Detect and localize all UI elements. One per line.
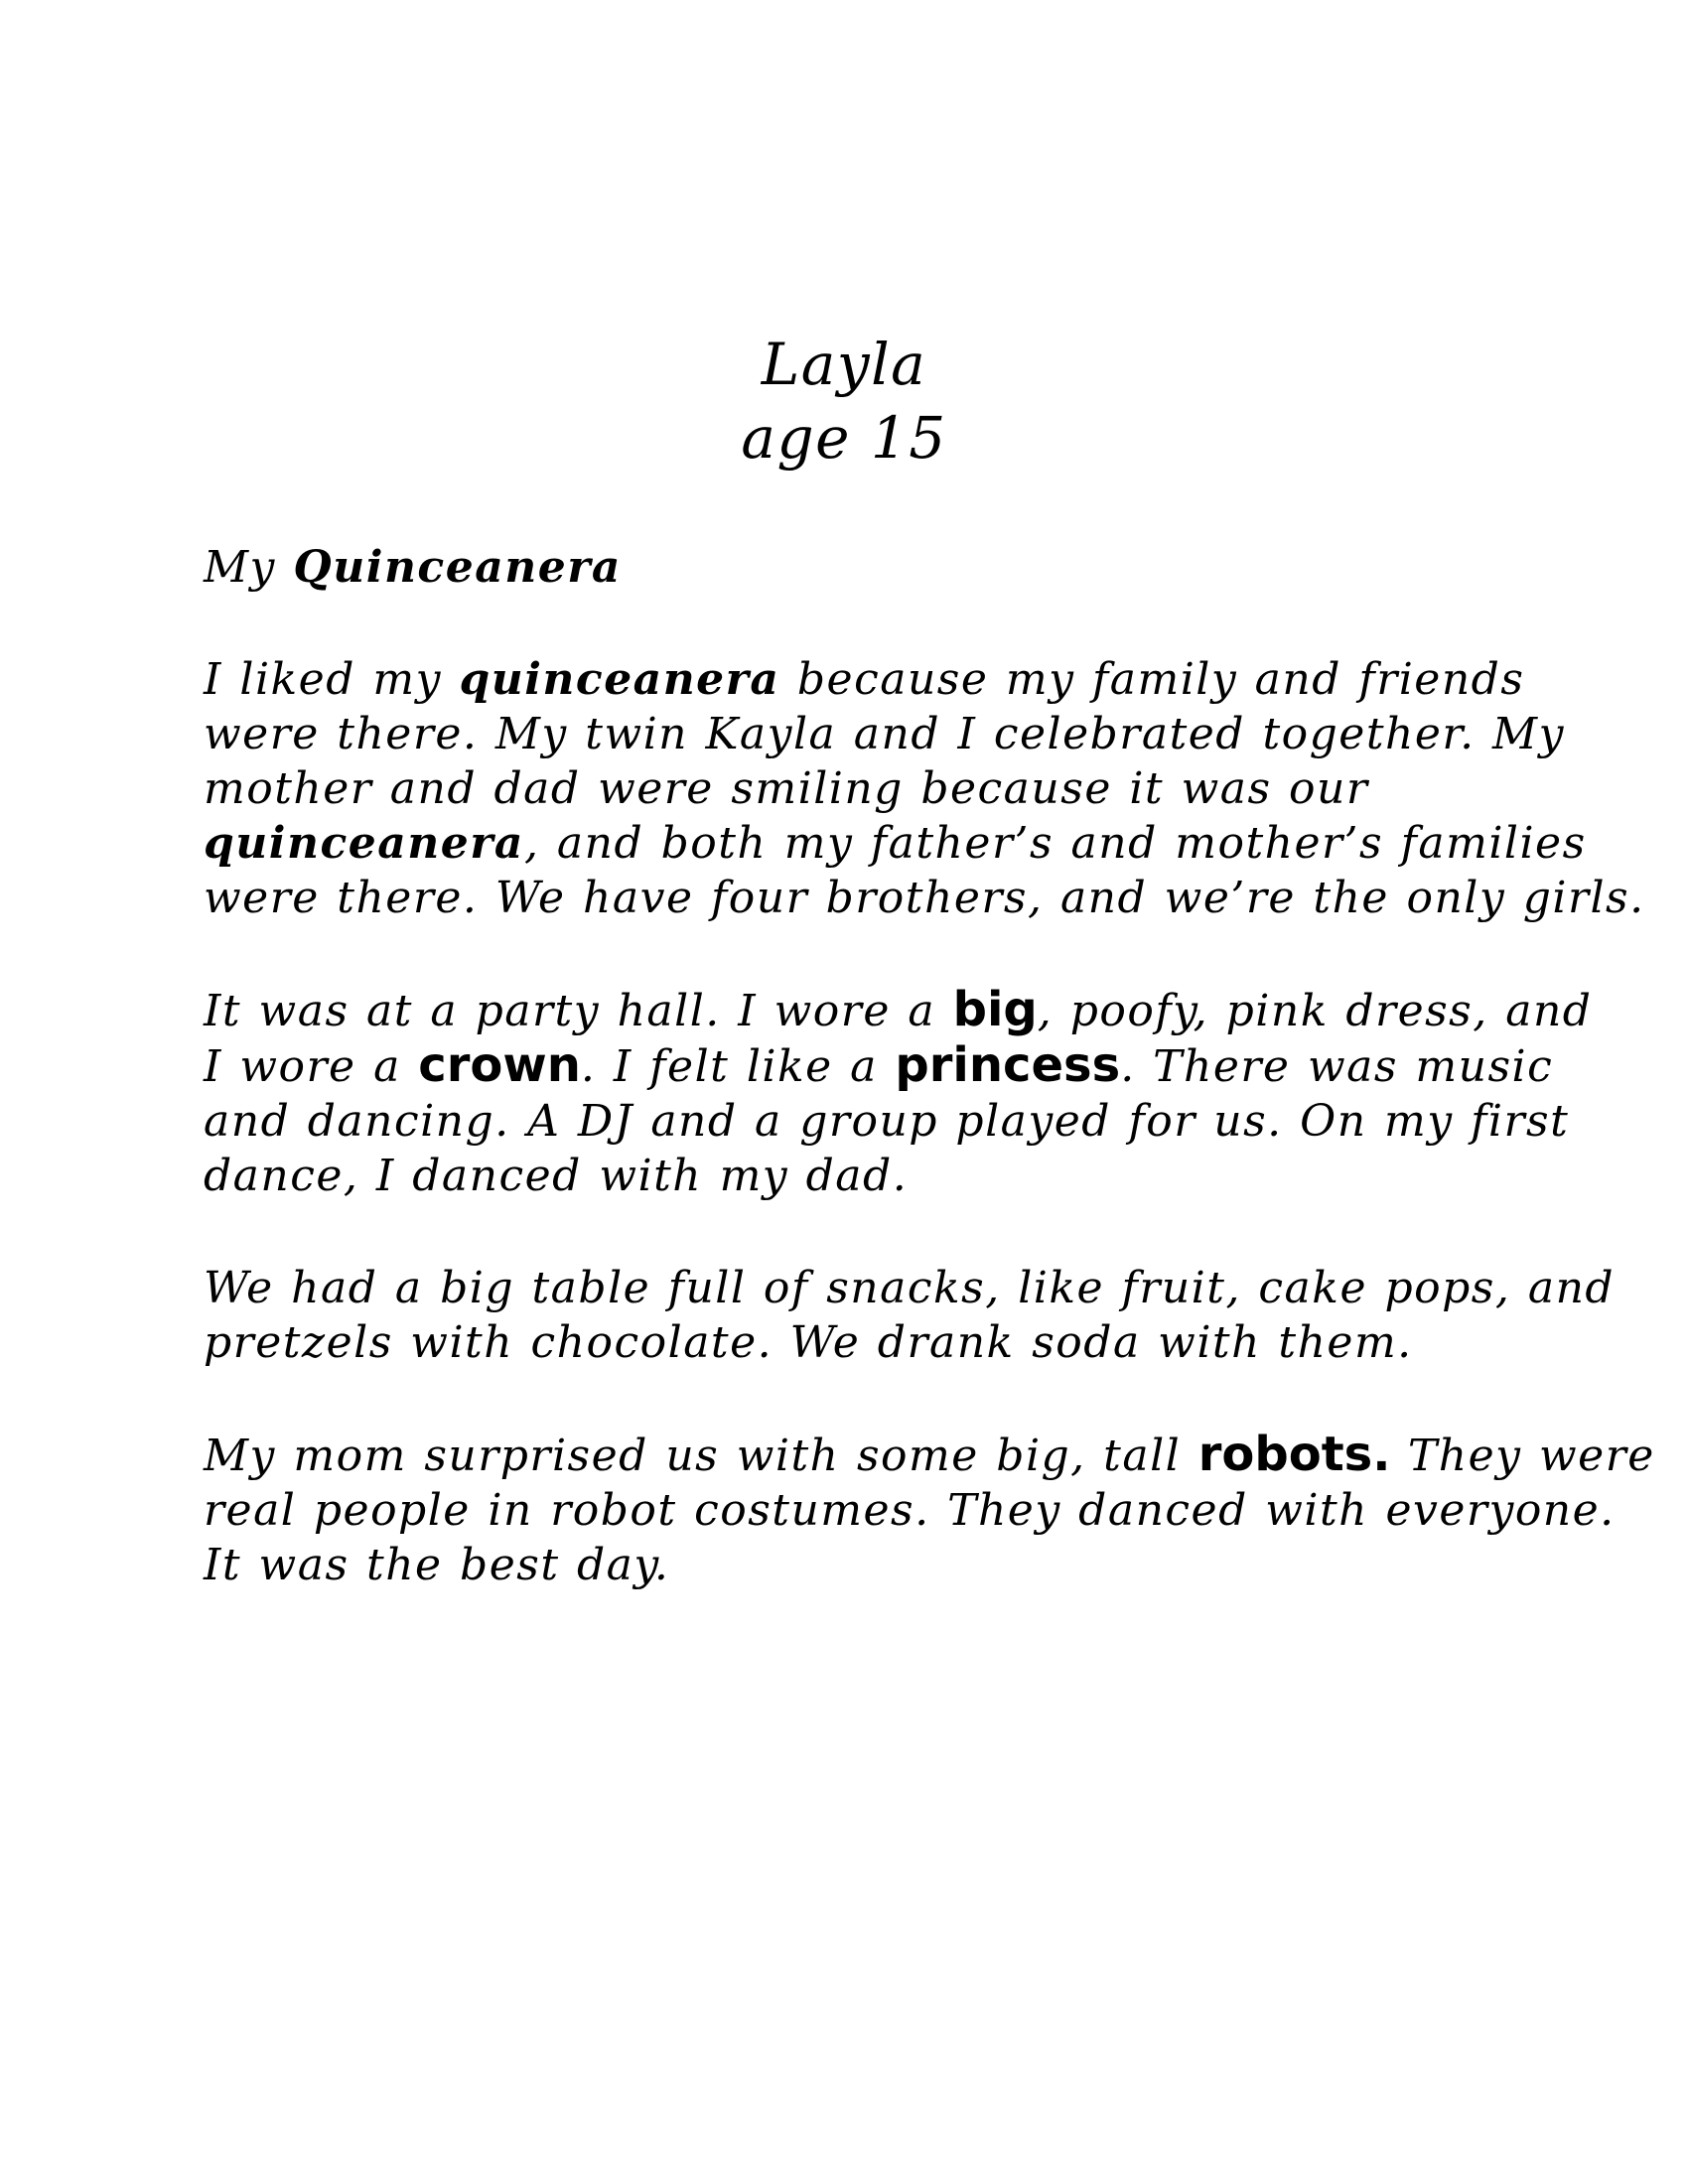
- emphasis-word-crown: crown: [418, 1037, 581, 1093]
- text-run: My mom surprised us with some big, tall: [204, 1431, 1198, 1481]
- text-line: [204, 1483, 1616, 1538]
- text-run: , and both my father’s and mother’s families: [523, 818, 1587, 869]
- emphasis-word-big: big: [952, 982, 1038, 1037]
- text-run: I liked my: [204, 654, 460, 705]
- text-run: . There was music: [1120, 1041, 1554, 1092]
- text-line: [204, 816, 1587, 871]
- text-run: and dancing. A DJ and a group played for us. On my first: [204, 1096, 1570, 1147]
- text-run: , poofy, pink dress, and: [1037, 986, 1593, 1036]
- text-run: mother and dad were smiling because it was our: [204, 763, 1369, 814]
- text-run: because my family and friends: [779, 654, 1525, 705]
- text-line: [204, 1094, 1570, 1149]
- emphasis-word-robots: robots.: [1197, 1427, 1391, 1482]
- text-line: [204, 1149, 1489, 1203]
- text-run: real people in robot costumes. They danced with everyone.: [204, 1485, 1616, 1536]
- emphasis-word-princess: princess: [895, 1037, 1121, 1093]
- essay-header: [0, 328, 1688, 475]
- text-line: [204, 1538, 1489, 1592]
- title-prefix: My: [204, 542, 294, 593]
- paragraph-4: [204, 1427, 1655, 1592]
- text-line: [204, 1037, 1554, 1094]
- author-name: Layla: [761, 331, 927, 398]
- text-line: [204, 707, 1565, 761]
- title-emphasis-quinceanera: Quinceanera: [293, 542, 622, 593]
- text-line: [204, 761, 1489, 816]
- text-run: We had a big table full of snacks, like fruit, cake pops, and: [204, 1263, 1616, 1313]
- paragraph-2: [204, 982, 1593, 1203]
- paragraph-1: [204, 652, 1645, 925]
- essay-title: [204, 540, 1489, 595]
- text-run: They were: [1390, 1431, 1655, 1481]
- text-run: were there. We have four brothers, and we’re the only girls.: [204, 873, 1645, 923]
- text-line: [204, 1315, 1489, 1370]
- text-run: dance, I danced with my dad.: [204, 1151, 909, 1201]
- text-run: . I felt like a: [580, 1041, 896, 1092]
- text-run: It was at a party hall. I wore a: [204, 986, 953, 1036]
- text-run: were there. My twin Kayla and I celebrated together. My: [204, 709, 1565, 759]
- text-line: [204, 982, 1593, 1038]
- text-run: I wore a: [204, 1041, 419, 1092]
- text-line: [204, 1427, 1655, 1483]
- text-run: pretzels with chocolate. We drank soda with them.: [204, 1317, 1413, 1368]
- essay-body: [0, 540, 1688, 1592]
- text-line: [204, 1261, 1616, 1315]
- emphasis-word-quinceanera: quinceanera: [459, 654, 780, 705]
- text-line: [204, 871, 1645, 925]
- text-run: It was the best day.: [204, 1540, 670, 1590]
- paragraph-3: [204, 1261, 1616, 1370]
- author-age: age 15: [741, 404, 947, 472]
- emphasis-word-quinceanera: quinceanera: [204, 818, 524, 869]
- text-line: [204, 652, 1525, 707]
